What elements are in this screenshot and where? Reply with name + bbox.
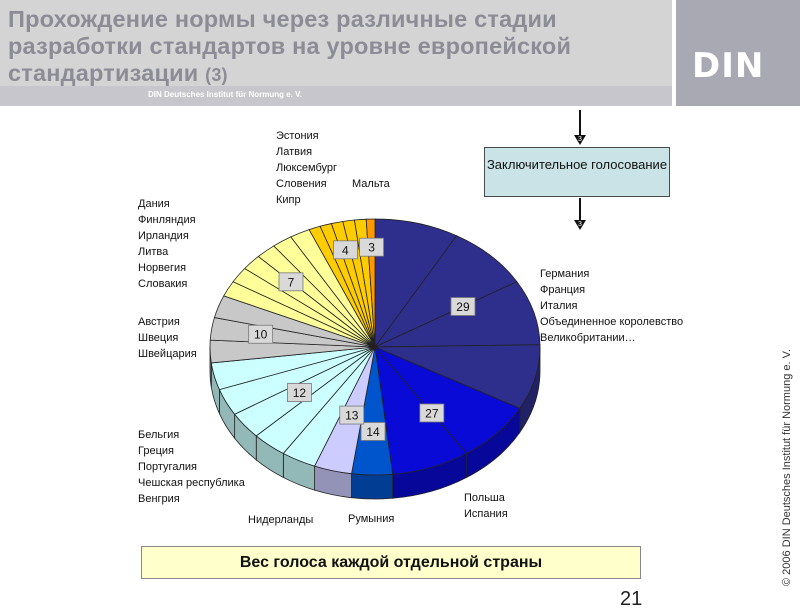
country-label: Дания — [138, 198, 170, 210]
label-group-27 — [464, 490, 508, 522]
country-label: Франция — [540, 284, 586, 296]
weight-label-29 — [451, 298, 475, 316]
weight-label-7 — [279, 273, 303, 291]
country-label: Нидерланды — [248, 514, 314, 526]
country-label: Румыния — [348, 513, 395, 525]
label-group-13 — [248, 512, 313, 528]
weight-label-text: 29 — [456, 300, 470, 315]
country-label: Греция — [138, 445, 174, 457]
weight-label-10 — [249, 325, 273, 343]
final-vote-box: Заключительное голосование — [484, 147, 670, 197]
country-label: Швеция — [138, 332, 179, 344]
country-label: Германия — [540, 268, 590, 280]
arrow-bottom-mark: 3 — [578, 221, 582, 228]
country-label: Бельгия — [138, 429, 180, 441]
country-label: Словения — [276, 178, 327, 190]
country-label: Чешская республика — [138, 477, 245, 489]
copyright-text: © 2006 DIN Deutsches Institut für Normung e. V. — [781, 349, 793, 586]
weight-label-13 — [340, 406, 364, 424]
weight-label-4 — [333, 241, 357, 259]
country-label: Австрия — [138, 316, 180, 328]
weight-label-text: 10 — [253, 327, 268, 342]
label-group-4 — [276, 128, 337, 208]
weight-label-text: 12 — [292, 386, 307, 401]
page-number: 21 — [620, 588, 643, 610]
country-label: Норвегия — [138, 262, 187, 274]
weight-label-text: 27 — [425, 406, 439, 421]
country-label: Кипр — [276, 194, 301, 206]
weight-label-text: 3 — [368, 240, 375, 255]
country-label: Литва — [138, 246, 169, 258]
weight-label-27 — [420, 404, 444, 422]
label-group-14 — [348, 511, 394, 527]
weight-label-text: 14 — [366, 424, 380, 439]
slide-title-text: Прохождение нормы через различные стадии разработки стандартов на уровне европейской стандартизации — [8, 6, 572, 86]
pie-side-wall — [352, 474, 393, 499]
country-label: Словакия — [138, 278, 188, 290]
country-label: Португалия — [138, 461, 197, 473]
weight-label-3 — [360, 238, 384, 256]
country-label: Объединенное королевство — [540, 316, 684, 328]
label-group-3 — [352, 176, 390, 192]
weight-label-text: 7 — [287, 275, 295, 290]
label-group-7 — [138, 196, 196, 292]
country-label: Латвия — [276, 146, 313, 158]
slide-title-number: (3) — [205, 65, 228, 85]
country-label: Ирландия — [138, 230, 189, 242]
din-logo: DIN — [692, 46, 765, 86]
weight-label-14 — [361, 422, 385, 440]
label-group-29 — [540, 266, 683, 346]
arrow-top — [574, 110, 586, 145]
label-group-10 — [138, 314, 197, 362]
country-label: Мальта — [352, 178, 390, 190]
country-label: Испания — [464, 508, 508, 520]
country-label: Люксембург — [276, 162, 338, 174]
country-label: Великобритании… — [540, 332, 636, 344]
weight-label-12 — [287, 384, 311, 402]
country-label: Венгрия — [138, 493, 180, 505]
vote-weight-caption: Вес голоса каждой отдельной страны — [141, 546, 641, 579]
country-label: Швейцария — [138, 348, 197, 360]
country-label: Финляндия — [138, 214, 196, 226]
subtitle-text: DIN Deutsches Institut für Normung e. V. — [148, 90, 302, 99]
weight-label-text: 13 — [345, 408, 359, 423]
label-group-12 — [138, 427, 245, 507]
country-label: Эстония — [276, 130, 319, 142]
arrow-bottom — [574, 198, 586, 230]
country-label: Польша — [464, 492, 505, 504]
arrow-top-mark: 3 — [578, 136, 582, 143]
country-label: Италия — [540, 300, 578, 312]
weight-label-text: 4 — [342, 243, 349, 258]
